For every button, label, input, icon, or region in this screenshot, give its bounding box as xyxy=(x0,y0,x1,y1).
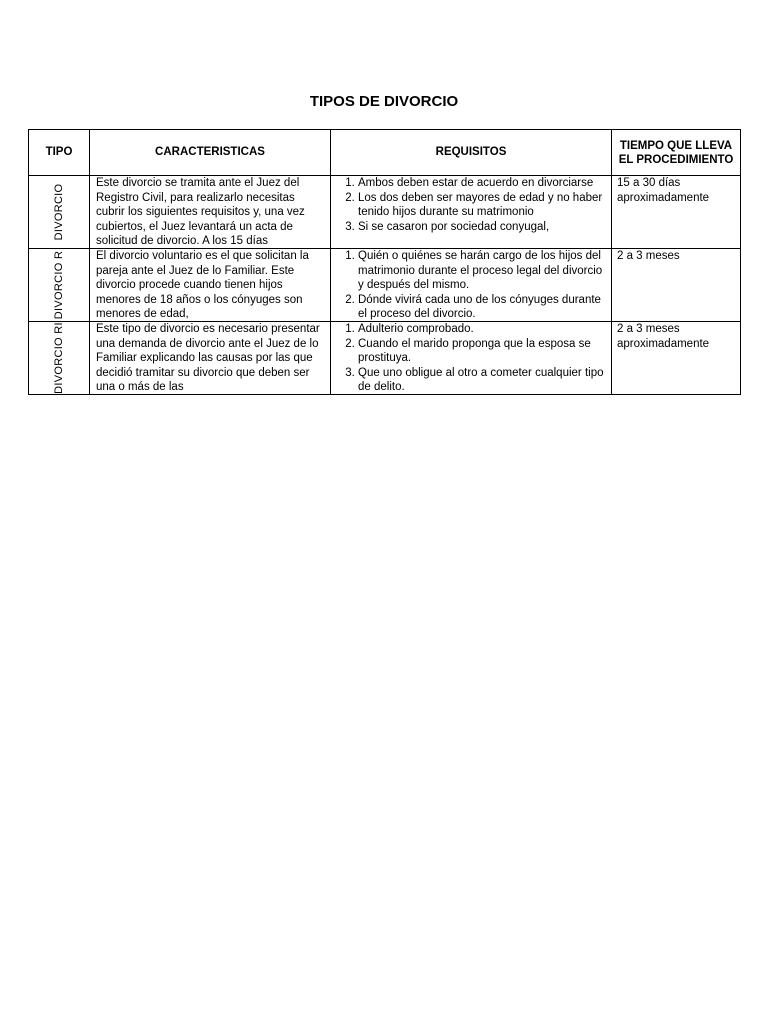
requirements-cell xyxy=(331,176,612,249)
list-item: 1. Ambos deben estar de acuerdo en divorciarse xyxy=(358,176,607,191)
page-title: TIPOS DE DIVORCIO xyxy=(309,93,459,110)
characteristics-text: Este divorcio se tramita ante el Juez del Registro Civil, para realizarlo necesitas cubrir los siguientes requisitos y, una vez cubiertos, el Juez levantará un acta de solicitud de divorcio. A los 15 días xyxy=(96,177,305,247)
time-text: 2 a 3 meses aproximadamente xyxy=(617,323,710,350)
header-tiempo: TIEMPO QUE LLEVA EL PROCEDIMIENTO xyxy=(612,130,741,176)
requirements-list xyxy=(331,322,607,394)
characteristics-text: Este tipo de divorcio es necesario presentar una demanda de divorcio ante el Juez de lo Familiar explicando las causas por las que decidió tramitar su divorcio que deben ser una o más de las xyxy=(96,323,320,393)
header-tipo: TIPO xyxy=(29,130,90,176)
requirements-cell xyxy=(331,322,612,395)
header-requisitos: REQUISITOS xyxy=(331,130,612,176)
type-label: DIVORCIO xyxy=(52,183,65,241)
characteristics-cell xyxy=(90,322,331,395)
list-item: 2. Dónde vivirá cada uno de los cónyuges durante el proceso del divorcio. xyxy=(358,293,607,322)
list-item: 3. Que uno obligue al otro a cometer cualquier tipo de delito. xyxy=(358,366,607,395)
time-text: 15 a 30 días aproximadamente xyxy=(617,177,710,204)
type-cell xyxy=(29,249,90,322)
requirements-cell xyxy=(331,249,612,322)
divorce-types-table xyxy=(28,129,741,395)
requirements-list xyxy=(331,249,607,321)
time-cell xyxy=(612,176,741,249)
type-cell xyxy=(29,176,90,249)
type-label: DIVORCIO R xyxy=(52,250,65,320)
list-item: 1. Quién o quiénes se harán cargo de los hijos del matrimonio durante el proceso legal del divorcio y después del mismo. xyxy=(358,249,607,293)
characteristics-cell xyxy=(90,176,331,249)
characteristics-cell xyxy=(90,249,331,322)
type-label: DIVORCIO RI xyxy=(52,322,65,394)
list-item: 3. Si se casaron por sociedad conyugal, xyxy=(358,220,607,235)
time-cell xyxy=(612,249,741,322)
table-row xyxy=(29,322,741,395)
time-text: 2 a 3 meses xyxy=(617,250,680,262)
list-item: 2. Cuando el marido proponga que la esposa se prostituya. xyxy=(358,337,607,366)
table-row xyxy=(29,176,741,249)
table-row xyxy=(29,249,741,322)
requirements-list xyxy=(331,176,607,234)
list-item: 1. Adulterio comprobado. xyxy=(358,322,607,337)
table-header-row xyxy=(29,130,741,176)
header-caracteristicas: CARACTERISTICAS xyxy=(90,130,331,176)
characteristics-text: El divorcio voluntario es el que solicitan la pareja ante el Juez de lo Familiar. Este divorcio procede cuando tienen hijos menores de 18 años o los cónyuges son menores de edad, xyxy=(96,250,309,320)
type-cell xyxy=(29,322,90,395)
time-cell xyxy=(612,322,741,395)
list-item: 2. Los dos deben ser mayores de edad y no haber tenido hijos durante su matrimonio xyxy=(358,191,607,220)
